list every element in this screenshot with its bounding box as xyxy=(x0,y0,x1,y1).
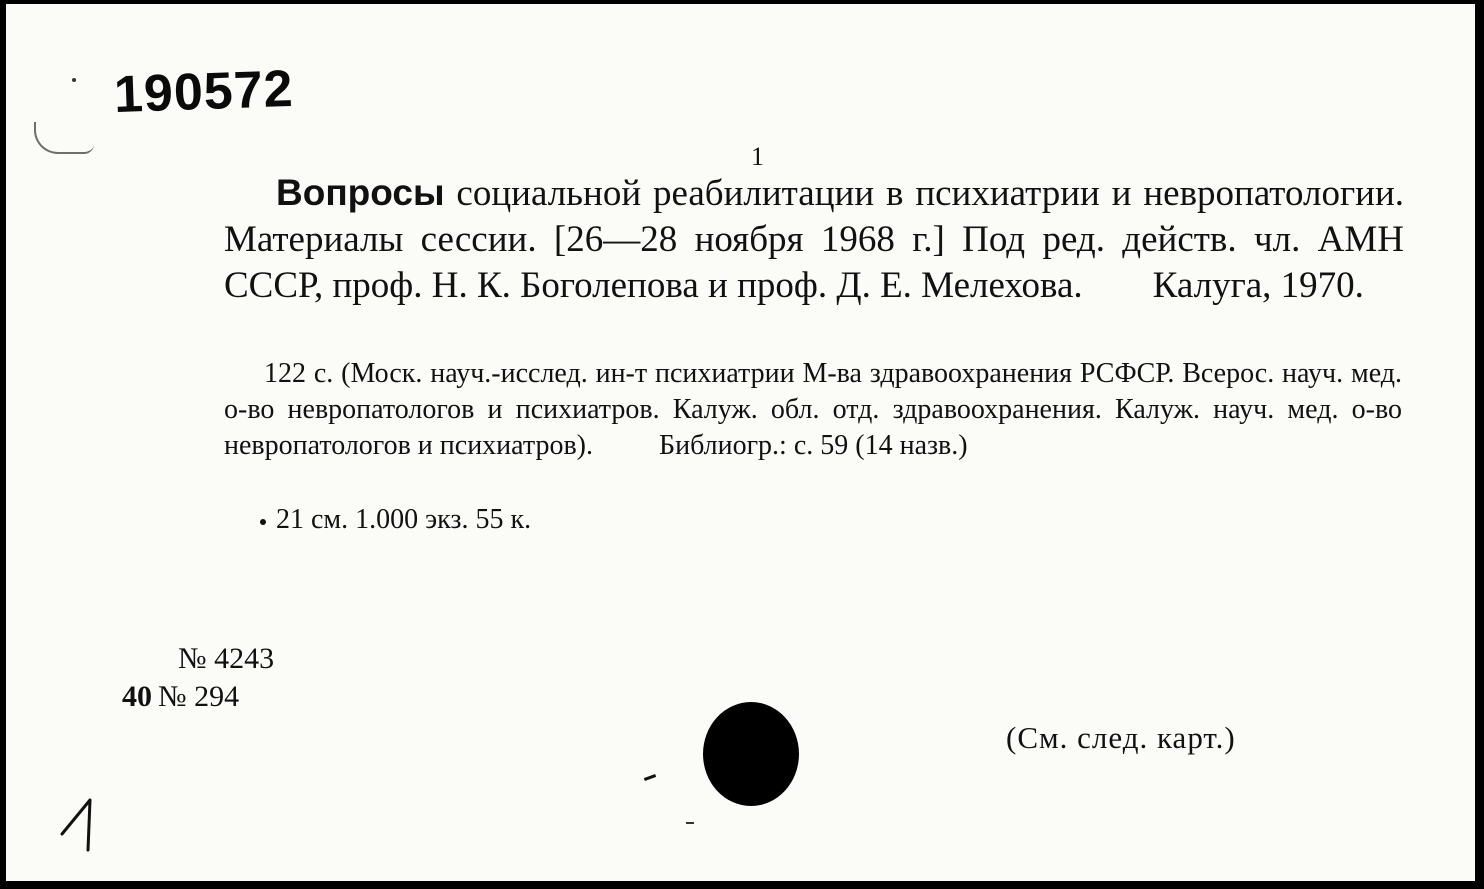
accession-number-2-prefix: 40 xyxy=(122,680,152,713)
entry-place-year: Калуга, 1970. xyxy=(1152,265,1364,306)
card-index: 1 xyxy=(751,142,764,171)
ink-dot xyxy=(72,78,76,82)
description-text: 122 с. (Моск. науч.-исслед. ин-т психиатрии М-ва здравоохранения РСФСР. Всерос. науч. мед. о-во невропатологов и психиатров. Калуж. обл. отд. здравоохранения. Калуж. науч. мед. о-во невропатологов и психиатров). xyxy=(224,358,1402,461)
format-line xyxy=(260,502,531,538)
description xyxy=(224,356,1402,464)
accession-number-2-value: № 294 xyxy=(158,680,240,713)
ink-smudge xyxy=(34,122,94,154)
entry-title-bold: Вопросы xyxy=(276,172,445,213)
accession-number-2 xyxy=(122,680,239,714)
bullet-mark xyxy=(260,519,266,525)
punch-hole xyxy=(703,702,799,806)
ink-mark xyxy=(644,774,656,781)
bibliography: Библиогр.: с. 59 (14 назв.) xyxy=(659,430,968,461)
handwritten-number-one-icon xyxy=(56,794,112,854)
inventory-number: 190572 xyxy=(113,59,295,125)
entry-title-rest: социальной реабилитации в психиатрии и невропатологии. Материалы сессии. [26—28 ноября 1968 г.] Под ред. действ. чл. АМН СССР, проф. Н. К. Боголепова и проф. Д. Е. Мелехова. xyxy=(224,173,1404,306)
format-text: 21 см. 1.000 экз. 55 к. xyxy=(276,504,532,535)
main-entry xyxy=(224,170,1404,309)
ink-mark-small xyxy=(686,822,694,824)
continued-note: (См. след. карт.) xyxy=(1006,720,1236,755)
accession-number-1: № 4243 xyxy=(178,642,275,675)
